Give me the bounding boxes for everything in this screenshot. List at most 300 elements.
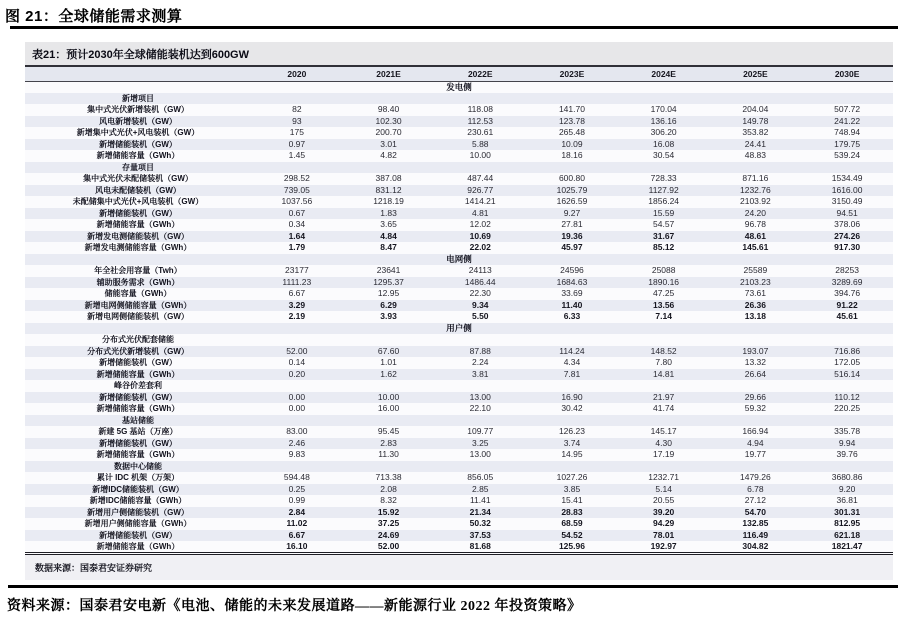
value-cell: 600.80 bbox=[558, 173, 585, 184]
value-cell: 193.07 bbox=[742, 345, 769, 356]
table-row bbox=[25, 93, 893, 105]
value-cell: 45.97 bbox=[561, 242, 583, 253]
row-label: 新增储能装机（GW） bbox=[99, 208, 177, 218]
forecast-table bbox=[25, 67, 893, 555]
value-cell: 48.61 bbox=[744, 230, 766, 241]
value-cell: 95.45 bbox=[377, 426, 400, 437]
value-cell bbox=[710, 93, 802, 105]
value-cell: 241.22 bbox=[834, 115, 861, 126]
value-cell bbox=[343, 334, 435, 346]
value-cell: 3.65 bbox=[380, 219, 397, 230]
table-row bbox=[25, 265, 893, 277]
value-cell: 1.01 bbox=[380, 357, 397, 368]
value-cell: 30.42 bbox=[561, 403, 583, 414]
table-row bbox=[25, 173, 893, 185]
row-label: 新增电网侧储能装机（GW） bbox=[87, 312, 189, 322]
value-cell bbox=[251, 162, 343, 174]
value-cell: 739.05 bbox=[283, 184, 310, 195]
value-cell: 45.61 bbox=[836, 311, 858, 322]
value-cell: 16.10 bbox=[286, 541, 308, 551]
table-row bbox=[25, 150, 893, 162]
value-cell: 20.55 bbox=[653, 495, 675, 506]
value-cell bbox=[710, 461, 802, 473]
value-cell bbox=[343, 461, 435, 473]
value-cell: 24.20 bbox=[744, 207, 766, 218]
value-cell bbox=[801, 93, 893, 105]
table-row bbox=[25, 81, 893, 93]
row-label: 新增电网侧储能容量（GWh） bbox=[84, 300, 192, 310]
value-cell: 304.82 bbox=[742, 541, 769, 551]
value-cell: 31.67 bbox=[653, 230, 675, 241]
value-cell: 132.85 bbox=[742, 518, 769, 529]
value-cell: 4.30 bbox=[655, 437, 672, 448]
value-cell: 2.19 bbox=[288, 311, 306, 322]
value-cell: 6.67 bbox=[288, 288, 306, 299]
value-cell: 148.52 bbox=[650, 345, 677, 356]
value-cell: 16.90 bbox=[561, 391, 583, 402]
table-row bbox=[25, 208, 893, 220]
table-row bbox=[25, 438, 893, 450]
value-cell: 33.69 bbox=[561, 288, 583, 299]
value-cell: 91.22 bbox=[836, 299, 858, 310]
value-cell: 116.49 bbox=[742, 529, 769, 540]
table-row bbox=[25, 346, 893, 358]
value-cell: 112.53 bbox=[467, 115, 493, 126]
value-cell: 3.74 bbox=[563, 437, 581, 448]
value-cell: 10.09 bbox=[561, 138, 583, 149]
row-label: 新建 5G 基站（万座） bbox=[98, 427, 178, 437]
value-cell: 19.36 bbox=[561, 230, 583, 241]
value-cell: 378.06 bbox=[834, 219, 861, 230]
value-cell: 73.61 bbox=[744, 288, 766, 299]
value-cell bbox=[526, 461, 618, 473]
value-cell: 2103.92 bbox=[740, 196, 771, 207]
value-cell: 204.04 bbox=[742, 104, 769, 115]
value-cell bbox=[618, 380, 710, 392]
value-cell: 1.83 bbox=[380, 207, 397, 218]
value-cell: 716.86 bbox=[834, 345, 861, 356]
value-cell: 39.76 bbox=[836, 449, 858, 460]
value-cell: 2.08 bbox=[380, 483, 397, 494]
table-row bbox=[25, 300, 893, 312]
value-cell: 54.57 bbox=[653, 219, 675, 230]
table-row bbox=[25, 426, 893, 438]
row-label: 分布式光伏新增装机（GW） bbox=[87, 346, 189, 356]
value-cell: 1626.59 bbox=[556, 196, 588, 207]
year-column-header: 2022E bbox=[434, 67, 526, 81]
title-rule bbox=[10, 26, 898, 29]
value-cell: 6.67 bbox=[288, 529, 306, 540]
value-cell: 0.99 bbox=[288, 495, 306, 506]
value-cell: 13.18 bbox=[744, 311, 766, 322]
value-cell: 1479.26 bbox=[740, 472, 771, 483]
value-cell: 507.72 bbox=[834, 104, 861, 115]
value-cell: 36.81 bbox=[836, 495, 858, 506]
table-row bbox=[25, 311, 893, 323]
value-cell: 54.70 bbox=[744, 506, 766, 517]
value-cell: 22.02 bbox=[469, 242, 491, 253]
value-cell: 125.96 bbox=[558, 541, 585, 551]
value-cell: 28.83 bbox=[561, 506, 583, 517]
value-cell: 0.34 bbox=[288, 219, 306, 230]
value-cell bbox=[434, 334, 526, 346]
value-cell: 24.41 bbox=[744, 138, 766, 149]
value-cell: 1027.26 bbox=[556, 472, 588, 483]
value-cell bbox=[710, 415, 802, 427]
forecast-table-card bbox=[25, 42, 893, 580]
value-cell: 16.00 bbox=[377, 403, 400, 414]
value-cell: 353.82 bbox=[742, 127, 769, 138]
value-cell bbox=[343, 93, 435, 105]
value-cell: 179.75 bbox=[834, 138, 861, 149]
table-row bbox=[25, 139, 893, 151]
value-cell: 37.53 bbox=[469, 529, 491, 540]
value-cell: 7.81 bbox=[563, 368, 581, 379]
value-cell: 29.66 bbox=[744, 391, 766, 402]
table-row bbox=[25, 162, 893, 174]
value-cell: 118.08 bbox=[467, 104, 493, 115]
value-cell: 37.25 bbox=[377, 518, 400, 529]
value-cell: 230.61 bbox=[467, 127, 494, 138]
value-cell: 335.78 bbox=[834, 426, 861, 437]
value-cell bbox=[801, 334, 893, 346]
row-label: 年全社会用容量（Twh） bbox=[94, 266, 182, 276]
value-cell: 13.56 bbox=[653, 299, 675, 310]
value-cell: 67.60 bbox=[377, 345, 400, 356]
forecast-table-body bbox=[25, 81, 893, 554]
row-label: 辅助服务需求（GWh） bbox=[96, 277, 180, 287]
row-label: 新增储能容量（GWh） bbox=[96, 151, 180, 161]
value-cell: 141.70 bbox=[558, 104, 585, 115]
value-cell: 9.83 bbox=[288, 449, 306, 460]
value-cell: 0.67 bbox=[288, 207, 306, 218]
value-cell: 15.59 bbox=[653, 207, 675, 218]
value-cell bbox=[710, 162, 802, 174]
value-cell bbox=[710, 380, 802, 392]
value-cell: 41.74 bbox=[653, 403, 675, 414]
subsection-label: 基站储能 bbox=[122, 415, 154, 425]
value-cell: 83.00 bbox=[286, 426, 308, 437]
value-cell bbox=[251, 93, 343, 105]
value-cell: 13.00 bbox=[469, 391, 491, 402]
value-cell: 10.69 bbox=[469, 230, 491, 241]
row-label: 累计 IDC 机架（万架） bbox=[96, 473, 180, 483]
value-cell: 8.32 bbox=[380, 495, 397, 506]
value-cell: 4.34 bbox=[563, 357, 581, 368]
value-cell: 17.19 bbox=[653, 449, 675, 460]
value-cell: 27.12 bbox=[744, 495, 766, 506]
value-cell: 1037.56 bbox=[281, 196, 313, 207]
value-cell: 94.51 bbox=[836, 207, 858, 218]
value-cell bbox=[526, 415, 618, 427]
value-cell: 9.94 bbox=[838, 437, 856, 448]
table-row bbox=[25, 461, 893, 473]
subsection-label: 分布式光伏配套储能 bbox=[102, 335, 174, 345]
row-label: 储能容量（GWh） bbox=[104, 289, 172, 299]
year-column-header: 2025E bbox=[710, 67, 802, 81]
value-cell: 175 bbox=[289, 127, 304, 138]
year-column-header: 2023E bbox=[526, 67, 618, 81]
row-label-header bbox=[25, 67, 251, 81]
year-column-header: 2021E bbox=[343, 67, 435, 81]
row-label: 新增用户侧储能装机（GW） bbox=[87, 507, 189, 517]
value-cell: 713.38 bbox=[375, 472, 402, 483]
row-label: 新增储能容量（GWh） bbox=[96, 369, 180, 379]
value-cell: 0.00 bbox=[288, 403, 306, 414]
value-cell: 487.44 bbox=[467, 173, 494, 184]
value-cell: 1821.47 bbox=[831, 541, 863, 551]
value-cell bbox=[618, 93, 710, 105]
value-cell: 10.00 bbox=[377, 391, 400, 402]
value-cell: 0.20 bbox=[288, 368, 306, 379]
value-cell: 4.84 bbox=[380, 230, 397, 241]
value-cell: 81.68 bbox=[469, 541, 491, 551]
section-label: 发电侧 bbox=[446, 81, 472, 92]
value-cell: 3.29 bbox=[288, 299, 306, 310]
section-label: 电网侧 bbox=[446, 253, 472, 264]
value-cell: 1.79 bbox=[288, 242, 306, 253]
value-cell: 93 bbox=[292, 115, 302, 126]
value-cell: 136.16 bbox=[650, 115, 677, 126]
value-cell: 274.26 bbox=[834, 230, 861, 241]
value-cell: 145.61 bbox=[742, 242, 769, 253]
value-cell bbox=[526, 93, 618, 105]
value-cell: 3680.86 bbox=[831, 472, 863, 483]
value-cell: 2.84 bbox=[288, 506, 306, 517]
value-cell: 94.29 bbox=[653, 518, 675, 529]
row-label: 风电未配储装机（GW） bbox=[95, 185, 181, 195]
value-cell: 26.36 bbox=[744, 299, 766, 310]
value-cell: 68.59 bbox=[561, 518, 583, 529]
table-row bbox=[25, 357, 893, 369]
row-label: 新增储能容量（GWh） bbox=[96, 450, 180, 460]
row-label: 新增发电测储能容量（GWh） bbox=[84, 243, 192, 253]
value-cell bbox=[618, 461, 710, 473]
value-cell bbox=[526, 334, 618, 346]
value-cell: 59.32 bbox=[744, 403, 766, 414]
value-cell bbox=[434, 162, 526, 174]
value-cell: 15.92 bbox=[377, 506, 400, 517]
year-header-row bbox=[25, 67, 893, 81]
value-cell bbox=[251, 380, 343, 392]
value-cell bbox=[526, 380, 618, 392]
value-cell bbox=[618, 415, 710, 427]
value-cell bbox=[801, 380, 893, 392]
value-cell: 13.00 bbox=[469, 449, 491, 460]
row-label: 新增IDC储能容量（GWh） bbox=[89, 496, 187, 506]
value-cell: 23641 bbox=[376, 265, 401, 276]
value-cell: 1534.49 bbox=[831, 173, 863, 184]
value-cell: 5.50 bbox=[471, 311, 489, 322]
value-cell: 24113 bbox=[468, 265, 492, 276]
footer-rule bbox=[8, 585, 898, 588]
value-cell: 9.34 bbox=[471, 299, 489, 310]
value-cell bbox=[434, 415, 526, 427]
row-label: 新增用户侧储能容量（GWh） bbox=[84, 519, 192, 529]
value-cell: 14.95 bbox=[561, 449, 583, 460]
value-cell: 1856.24 bbox=[648, 196, 680, 207]
value-cell: 82 bbox=[292, 104, 302, 115]
value-cell: 539.24 bbox=[834, 150, 861, 161]
value-cell bbox=[710, 334, 802, 346]
value-cell: 3.25 bbox=[471, 437, 489, 448]
value-cell: 6.33 bbox=[563, 311, 581, 322]
value-cell: 917.30 bbox=[834, 242, 861, 253]
value-cell: 200.70 bbox=[375, 127, 402, 138]
value-cell: 25589 bbox=[743, 265, 768, 276]
row-label: 新增储能容量（GWh） bbox=[96, 220, 180, 230]
value-cell: 5.14 bbox=[655, 483, 672, 494]
subsection-label: 存量项目 bbox=[122, 162, 154, 172]
value-cell bbox=[618, 334, 710, 346]
value-cell: 516.14 bbox=[834, 368, 861, 379]
value-cell: 11.30 bbox=[378, 449, 399, 460]
value-cell: 172.05 bbox=[834, 357, 861, 368]
value-cell: 1025.79 bbox=[556, 184, 588, 195]
value-cell: 1890.16 bbox=[648, 276, 680, 287]
table-row bbox=[25, 277, 893, 289]
table-row bbox=[25, 403, 893, 415]
table-row bbox=[25, 449, 893, 461]
value-cell: 0.00 bbox=[288, 391, 306, 402]
value-cell: 3289.69 bbox=[831, 276, 863, 287]
value-cell: 13.32 bbox=[744, 357, 766, 368]
value-cell: 123.78 bbox=[558, 115, 585, 126]
row-label: 新增储能容量（GWh） bbox=[96, 404, 180, 414]
value-cell: 265.48 bbox=[558, 127, 585, 138]
value-cell: 170.04 bbox=[650, 104, 677, 115]
table-row bbox=[25, 380, 893, 392]
table-row bbox=[25, 530, 893, 542]
value-cell: 47.25 bbox=[653, 288, 675, 299]
value-cell: 10.00 bbox=[469, 150, 491, 161]
value-cell: 3.01 bbox=[380, 138, 397, 149]
value-cell: 23177 bbox=[285, 265, 309, 276]
value-cell: 748.94 bbox=[834, 127, 861, 138]
value-cell: 856.05 bbox=[467, 472, 494, 483]
row-label: 新增储能容量（GWh） bbox=[96, 542, 180, 551]
value-cell: 85.12 bbox=[653, 242, 675, 253]
value-cell bbox=[801, 461, 893, 473]
value-cell: 166.94 bbox=[742, 426, 769, 437]
value-cell: 812.95 bbox=[834, 518, 861, 529]
value-cell: 0.25 bbox=[288, 483, 306, 494]
table-row bbox=[25, 334, 893, 346]
value-cell: 14.81 bbox=[653, 368, 675, 379]
value-cell: 387.08 bbox=[375, 173, 402, 184]
value-cell: 7.80 bbox=[655, 357, 672, 368]
value-cell: 2.83 bbox=[380, 437, 397, 448]
row-label: 未配储集中式光伏+风电装机（GW） bbox=[72, 197, 204, 207]
value-cell: 728.33 bbox=[650, 173, 677, 184]
figure-title: 图 21：全球储能需求测算 bbox=[5, 8, 183, 25]
row-label: 新增发电测储能装机（GW） bbox=[87, 231, 189, 241]
value-cell: 831.12 bbox=[375, 184, 402, 195]
value-cell: 11.41 bbox=[469, 495, 491, 506]
value-cell: 126.23 bbox=[558, 426, 585, 437]
value-cell: 24.69 bbox=[377, 529, 400, 540]
value-cell bbox=[526, 162, 618, 174]
value-cell bbox=[801, 415, 893, 427]
value-cell: 12.95 bbox=[377, 288, 400, 299]
value-cell bbox=[343, 162, 435, 174]
table-row bbox=[25, 185, 893, 197]
value-cell: 0.97 bbox=[288, 138, 306, 149]
value-cell: 3.85 bbox=[563, 483, 581, 494]
value-cell: 2.24 bbox=[471, 357, 489, 368]
value-cell: 9.27 bbox=[563, 207, 581, 218]
value-cell: 594.48 bbox=[283, 472, 310, 483]
table-row bbox=[25, 392, 893, 404]
table-row bbox=[25, 254, 893, 266]
table-row bbox=[25, 127, 893, 139]
row-label: 新增IDC储能装机（GW） bbox=[92, 484, 184, 494]
value-cell bbox=[343, 415, 435, 427]
table-row bbox=[25, 507, 893, 519]
value-cell: 96.78 bbox=[744, 219, 766, 230]
table-row bbox=[25, 369, 893, 381]
table-row bbox=[25, 288, 893, 300]
value-cell: 48.83 bbox=[744, 150, 766, 161]
table-row bbox=[25, 472, 893, 484]
value-cell bbox=[434, 380, 526, 392]
value-cell: 54.52 bbox=[561, 529, 583, 540]
value-cell: 1232.76 bbox=[740, 184, 771, 195]
value-cell: 1.64 bbox=[288, 230, 306, 241]
value-cell: 15.41 bbox=[561, 495, 583, 506]
subsection-label: 新增项目 bbox=[122, 93, 154, 103]
value-cell: 6.29 bbox=[380, 299, 397, 310]
value-cell: 16.08 bbox=[653, 138, 675, 149]
value-cell: 3.81 bbox=[471, 368, 489, 379]
value-cell: 2.46 bbox=[288, 437, 306, 448]
value-cell bbox=[801, 162, 893, 174]
value-cell: 1111.23 bbox=[282, 276, 312, 287]
value-cell: 3.93 bbox=[380, 311, 397, 322]
value-cell: 145.17 bbox=[650, 426, 677, 437]
year-column-header: 2030E bbox=[801, 67, 893, 81]
row-label: 新增储能装机（GW） bbox=[99, 392, 177, 402]
value-cell: 2.85 bbox=[471, 483, 489, 494]
value-cell: 30.54 bbox=[653, 150, 675, 161]
value-cell bbox=[251, 415, 343, 427]
value-cell bbox=[618, 162, 710, 174]
table-source-note: 数据来源：国泰君安证券研究 bbox=[25, 555, 893, 580]
value-cell: 394.76 bbox=[834, 288, 861, 299]
value-cell: 50.32 bbox=[469, 518, 491, 529]
row-label: 新增储能装机（GW） bbox=[99, 358, 177, 368]
value-cell: 21.34 bbox=[469, 506, 491, 517]
value-cell: 102.30 bbox=[375, 115, 402, 126]
table-caption: 表21：预计2030年全球储能装机达到600GW bbox=[25, 42, 893, 67]
value-cell: 87.88 bbox=[469, 345, 491, 356]
value-cell: 39.20 bbox=[653, 506, 675, 517]
row-label: 风电新增装机（GW） bbox=[99, 116, 177, 126]
table-row bbox=[25, 323, 893, 335]
value-cell: 301.31 bbox=[834, 506, 861, 517]
value-cell: 12.02 bbox=[469, 219, 491, 230]
row-label: 新增储能装机（GW） bbox=[99, 139, 177, 149]
value-cell: 4.94 bbox=[747, 437, 764, 448]
value-cell: 18.16 bbox=[561, 150, 583, 161]
table-row bbox=[25, 104, 893, 116]
row-label: 新增集中式光伏+风电装机（GW） bbox=[76, 128, 200, 138]
value-cell: 6.78 bbox=[747, 483, 764, 494]
value-cell: 28253 bbox=[835, 265, 859, 276]
value-cell bbox=[434, 93, 526, 105]
value-cell: 26.64 bbox=[744, 368, 766, 379]
row-label: 新增储能装机（GW） bbox=[99, 530, 177, 540]
